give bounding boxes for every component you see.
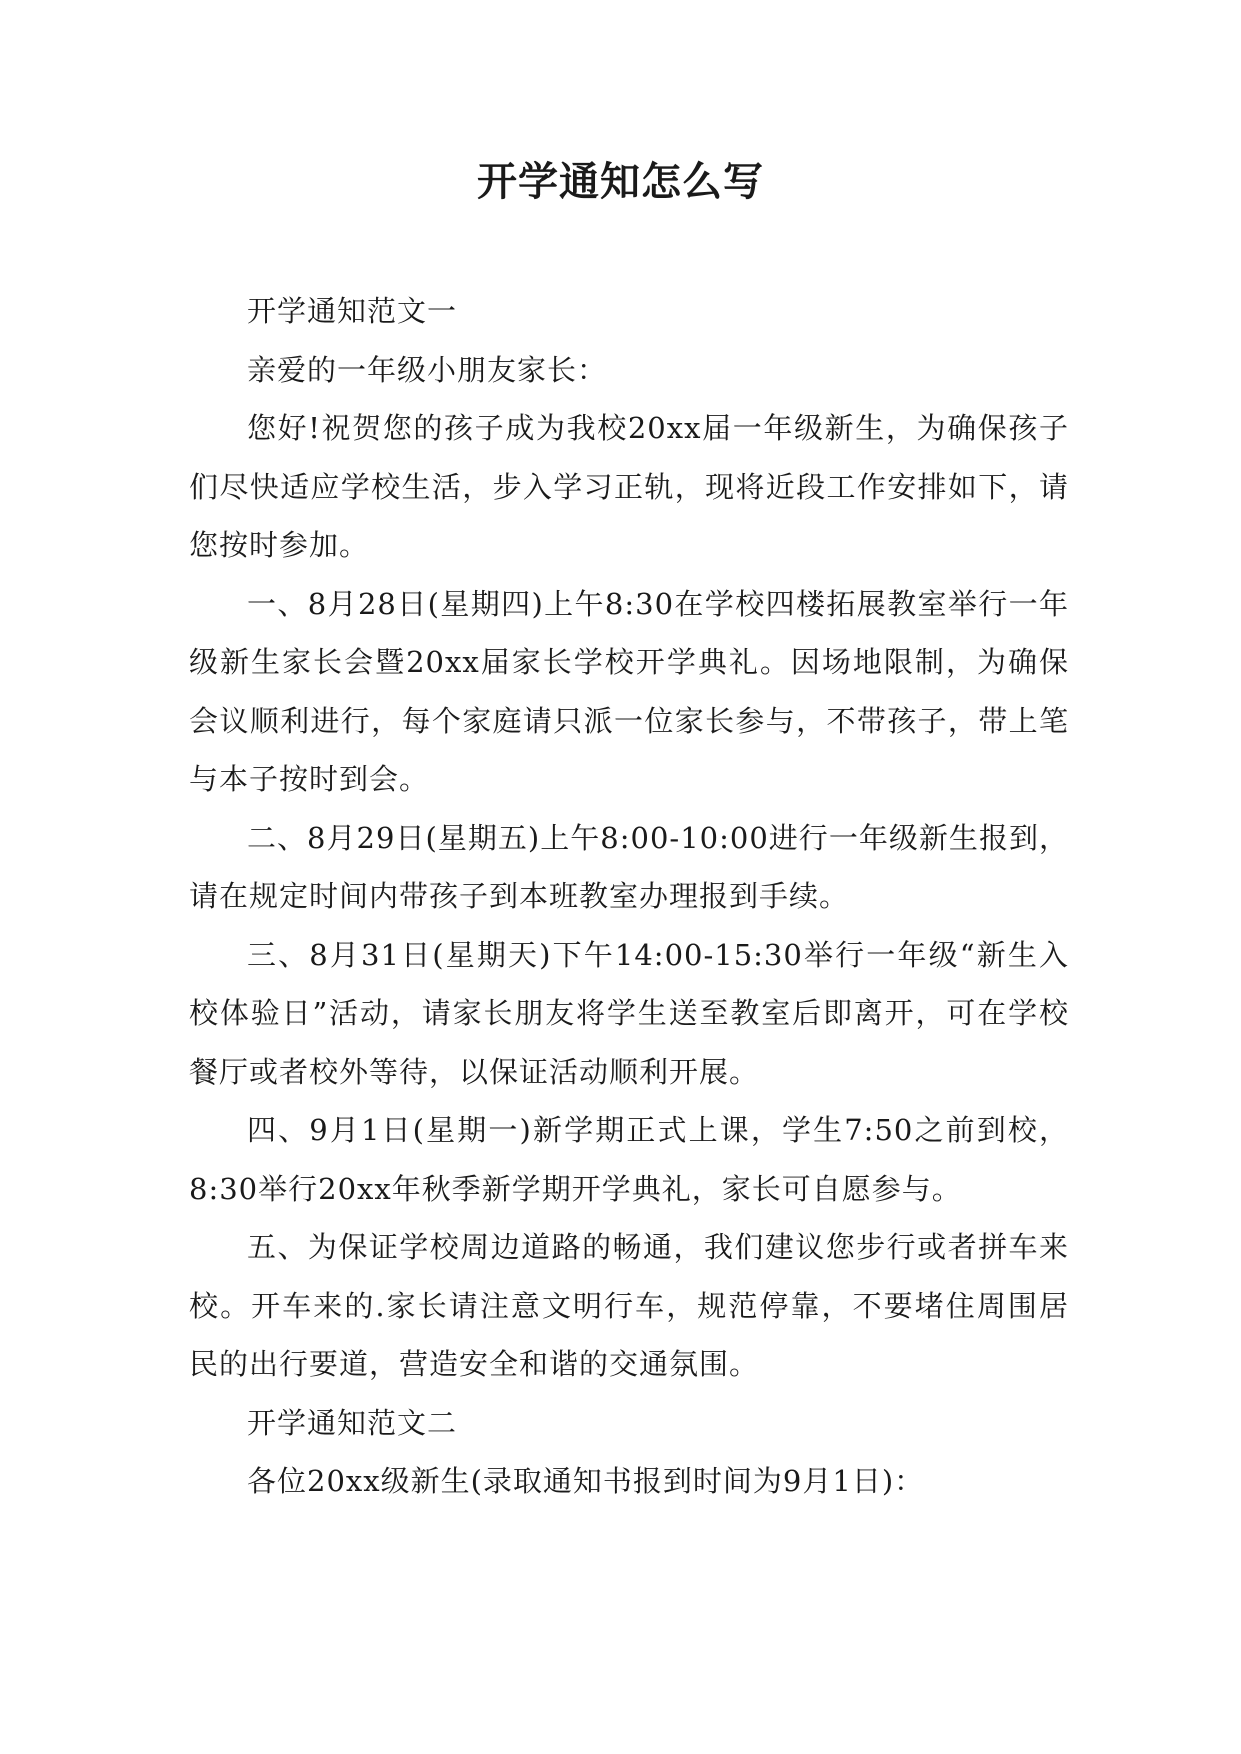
section-heading-sample-2: 开学通知范文二: [247, 1405, 458, 1440]
item-1-paragraph: 一、8月28日(星期四)上午8:30在学校四楼拓展教室举行一年级新生家长会暨20xx届家长学校开学典礼。因场地限制，为确保会议顺利进行，每个家庭请只派一位家长参与，不带孩子，带上笔与本子按时到会。: [189, 586, 1069, 796]
item-3-paragraph: 三、8月31日(星期天)下午14:00-15:30举行一年级“新生入校体验日”活动，请家长朋友将学生送至教室后即离开，可在学校餐厅或者校外等待，以保证活动顺利开展。: [189, 937, 1069, 1089]
item-4-paragraph: 四、9月1日(星期一)新学期正式上课，学生7:50之前到校，8:30举行20xx年秋季新学期开学典礼，家长可自愿参与。: [189, 1113, 1069, 1206]
item-5-paragraph: 五、为保证学校周边道路的畅通，我们建议您步行或者拼车来校。开车来的.家长请注意文明行车，规范停靠，不要堵住周围居民的出行要道，营造安全和谐的交通氛围。: [189, 1230, 1069, 1381]
salutation-2: 各位20xx级新生(录取通知书报到时间为9月1日)：: [247, 1464, 925, 1498]
intro-paragraph: 您好!祝贺您的孩子成为我校20xx届一年级新生，为确保孩子们尽快适应学校生活，步入学习正轨，现将近段工作安排如下，请您按时参加。: [189, 411, 1069, 562]
salutation: 亲爱的一年级小朋友家长：: [247, 352, 608, 387]
document-title: 开学通知怎么写: [477, 158, 764, 205]
document-body: [189, 282, 1069, 1511]
section-heading-sample-1: 开学通知范文一: [247, 294, 458, 328]
item-2-paragraph: 二、8月29日(星期五)上午8:00-10:00进行一年级新生报到，请在规定时间内带孩子到本班教室办理报到手续。: [189, 820, 1069, 913]
